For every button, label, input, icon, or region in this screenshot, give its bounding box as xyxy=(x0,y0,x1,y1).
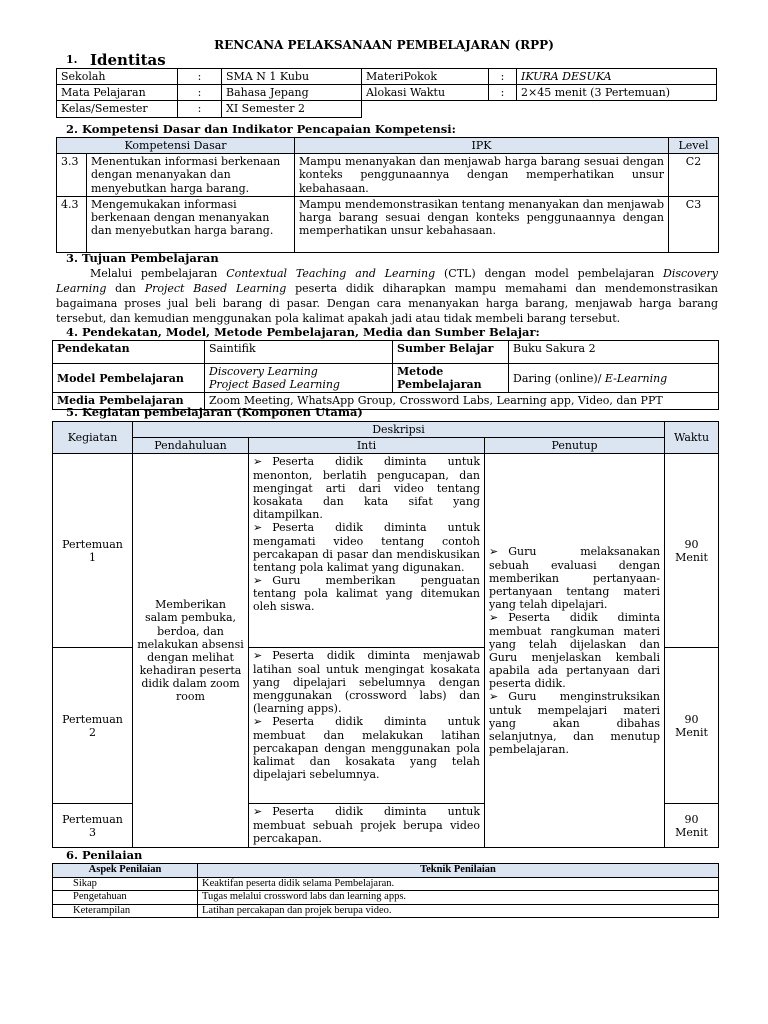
penutup-cell xyxy=(485,454,665,848)
list-item: ➢ Guru memberikan penguatan tentang pola kalimat yang ditemukan oleh siswa. xyxy=(253,574,480,614)
list-item: ➢ Peserta didik diminta menjawab latihan soal untuk mengingat kosakata yang dipelajari sebelumnya dengan menggunakan (crossword labs) dan (learning apps). xyxy=(253,649,480,715)
list-item: ➢ Peserta didik diminta untuk membuat sebuah projek berupa video percakapan. xyxy=(253,805,480,845)
aspek-value: Sikap xyxy=(53,877,198,891)
sumber-label: Sumber Belajar xyxy=(393,341,509,364)
pendekatan-heading: 4. Pendekatan, Model, Metode Pembelajaran, Media dan Sumber Belajar: xyxy=(66,325,540,339)
identitas-value: Bahasa Jepang xyxy=(222,85,362,101)
identitas-label: Sekolah xyxy=(57,69,178,85)
metode-text: Daring (online)/ xyxy=(513,371,605,385)
teknik-header: Teknik Penilaian xyxy=(198,864,719,878)
aspek-value: Keterampilan xyxy=(53,904,198,918)
inti-cell xyxy=(249,454,485,648)
identitas-value: SMA N 1 Kubu xyxy=(222,69,362,85)
deskripsi-header: Deskripsi xyxy=(133,422,665,438)
ipk-text: Mampu mendemonstrasikan tentang menanyakan dan menjawab harga barang sesuai dengan konteks penggunaannya dengan memperhatikan unsur kebahasaan. xyxy=(295,196,669,252)
penilaian-heading: 6. Penilaian xyxy=(66,848,143,862)
identitas-label: Mata Pelajaran xyxy=(57,85,178,101)
ipk-header: IPK xyxy=(295,138,669,154)
model-value xyxy=(205,364,393,393)
tujuan-italic: Contextual Teaching and Learning xyxy=(226,267,436,280)
identitas-row xyxy=(57,101,717,117)
teknik-value: Keaktifan peserta didik selama Pembelajaran. xyxy=(198,877,719,891)
identitas-table xyxy=(56,68,717,118)
pertemuan-label: Pertemuan 1 xyxy=(53,454,133,648)
identitas-sep: : xyxy=(178,101,222,117)
pendahuluan-header: Pendahuluan xyxy=(133,438,249,454)
identitas-heading: Identitas xyxy=(90,51,166,69)
table-row xyxy=(53,891,719,905)
list-item: ➢ Guru melaksanakan sebuah evaluasi dengan memberikan pertanyaan-pertanyaan tentang materi yang telah dipelajari. xyxy=(489,545,660,611)
identitas-sep: : xyxy=(489,85,517,101)
metode-italic: E-Learning xyxy=(604,371,668,385)
tujuan-text: (CTL) dengan model pembelajaran xyxy=(435,267,664,280)
metode-label: Metode Pembelajaran xyxy=(393,364,509,393)
list-item: ➢ Guru menginstruksikan untuk mempelajari materi yang akan dibahas selanjutnya, dan menutup pembelajaran. xyxy=(489,690,660,756)
kd-text: Mengemukakan informasi berkenaan dengan menanyakan dan menyebutkan harga barang. xyxy=(87,196,295,252)
document-title: RENCANA PELAKSANAAN PEMBELAJARAN (RPP) xyxy=(214,38,554,52)
waktu-value: 90 Menit xyxy=(665,454,719,648)
identitas-sep: : xyxy=(178,85,222,101)
pendekatan-table xyxy=(52,340,719,410)
metode-value xyxy=(509,364,719,393)
aspek-value: Pengetahuan xyxy=(53,891,198,905)
kd-text: Menentukan informasi berkenaan dengan menanyakan dan menyebutkan harga barang. xyxy=(87,154,295,197)
identitas-label: Kelas/Semester xyxy=(57,101,178,117)
section-number: 1. xyxy=(66,53,78,66)
waktu-header: Waktu xyxy=(665,422,719,454)
penutup-header: Penutup xyxy=(485,438,665,454)
teknik-value: Latihan percakapan dan projek berupa video. xyxy=(198,904,719,918)
level-value: C3 xyxy=(669,196,719,252)
pendahuluan-text: Memberikan salam pembuka, berdoa, dan melakukan absensi dengan melihat kehadiran peserta didik dalam zoom room xyxy=(133,454,249,848)
pendekatan-value: Saintifik xyxy=(205,341,393,364)
identitas-value: XI Semester 2 xyxy=(222,101,362,117)
table-row xyxy=(57,196,719,252)
kompetensi-heading: 2. Kompetensi Dasar dan Indikator Pencapaian Kompetensi: xyxy=(66,122,456,136)
penilaian-table xyxy=(52,863,719,918)
kd-number: 3.3 xyxy=(57,154,87,197)
tujuan-paragraph xyxy=(56,266,718,326)
model-value-1: Discovery Learning xyxy=(209,365,318,378)
identitas-row xyxy=(57,69,717,85)
kd-number: 4.3 xyxy=(57,196,87,252)
kegiatan-table xyxy=(52,421,719,848)
waktu-value: 90 Menit xyxy=(665,804,719,848)
waktu-value: 90 Menit xyxy=(665,648,719,804)
pendekatan-label: Pendekatan xyxy=(53,341,205,364)
tujuan-text: peserta didik diharapkan mampu memahami dan mendemonstrasikan bagaimana proses jual beli barang di pasar. Dengan cara menanyakan harga barang, menjawab harga barang tersebut, dan kemudian menggunakan pola kalimat apakah jadi atau tidak membeli barang tersebut. xyxy=(56,282,718,325)
inti-header: Inti xyxy=(249,438,485,454)
level-header: Level xyxy=(669,138,719,154)
teknik-value: Tugas melalui crossword labs dan learning apps. xyxy=(198,891,719,905)
list-item: ➢ Peserta didik diminta untuk mengamati video tentang contoh percakapan di pasar dan mendiskusikan tentang pola kalimat yang digunakan. xyxy=(253,521,480,574)
identitas-sep: : xyxy=(489,69,517,85)
sumber-value: Buku Sakura 2 xyxy=(509,341,719,364)
identitas-sep: : xyxy=(178,69,222,85)
table-row xyxy=(53,454,719,648)
level-value: C2 xyxy=(669,154,719,197)
pertemuan-label: Pertemuan 2 xyxy=(53,648,133,804)
model-label: Model Pembelajaran xyxy=(53,364,205,393)
tujuan-text: dan xyxy=(106,282,145,295)
table-row xyxy=(53,904,719,918)
list-item: ➢ Peserta didik diminta membuat rangkuman materi yang telah dijelaskan dan Guru menjelaskan kembali apabila ada pertanyaan dari peserta didik. xyxy=(489,611,660,690)
identitas-value: 2×45 menit (3 Pertemuan) xyxy=(517,85,717,101)
table-row xyxy=(53,877,719,891)
kegiatan-heading: 5. Kegiatan pembelajaran (Komponen Utama) xyxy=(66,405,363,419)
pertemuan-label: Pertemuan 3 xyxy=(53,804,133,848)
kd-header: Kompetensi Dasar xyxy=(57,138,295,154)
inti-cell xyxy=(249,648,485,804)
identitas-row xyxy=(57,85,717,101)
list-item: ➢ Peserta didik diminta untuk menonton, berlatih pengucapan, dan mengingat arti dari video tentang kosakata dan kata sifat yang ditampilkan. xyxy=(253,455,480,521)
identitas-label: MateriPokok xyxy=(362,69,489,85)
identitas-value: IKURA DESUKA xyxy=(517,69,717,85)
list-item: ➢ Peserta didik diminta untuk membuat dan melakukan latihan percakapan dengan menggunakan pola kalimat dan kosakata yang telah dipelajari sebelumnya. xyxy=(253,715,480,781)
kompetensi-table xyxy=(56,137,719,253)
model-value-2: Project Based Learning xyxy=(209,378,340,392)
inti-cell xyxy=(249,804,485,848)
media-value: Zoom Meeting, WhatsApp Group, Crossword Labs, Learning app, Video, dan PPT xyxy=(205,393,719,409)
identitas-label: Alokasi Waktu xyxy=(362,85,489,101)
tujuan-italic: Discovery Learning xyxy=(56,267,718,295)
kegiatan-header: Kegiatan xyxy=(53,422,133,454)
tujuan-heading: 3. Tujuan Pembelajaran xyxy=(66,251,219,265)
media-label: Media Pembelajaran xyxy=(53,393,205,409)
ipk-text: Mampu menanyakan dan menjawab harga barang sesuai dengan konteks penggunaannya dengan memperhatikan unsur kebahasaan. xyxy=(295,154,669,197)
tujuan-text: Melalui pembelajaran xyxy=(90,267,227,280)
table-row xyxy=(57,154,719,197)
aspek-header: Aspek Penilaian xyxy=(53,864,198,878)
tujuan-italic: Project Based Learning xyxy=(144,282,287,295)
